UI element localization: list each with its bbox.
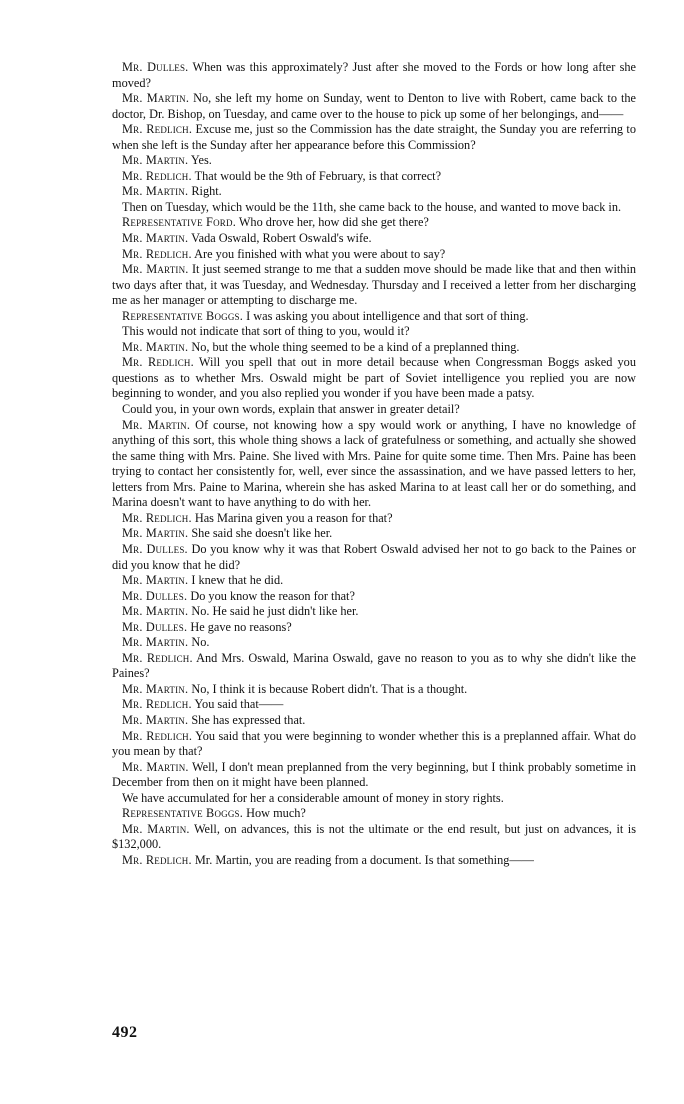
paragraph-text: Excuse me, just so the Commission has the date straight, the Sunday you are referring to when she left is the Sunday after her appearance before this Commission? <box>112 122 636 152</box>
transcript-paragraph <box>112 215 636 231</box>
transcript-paragraph <box>112 262 636 309</box>
speaker-name: Mr. Redlich. <box>122 852 192 867</box>
speaker-name: Mr. Martin. <box>122 821 190 836</box>
paragraph-text: Then on Tuesday, which would be the 11th, she came back to the house, and wanted to move back in. <box>122 199 622 214</box>
transcript-paragraph <box>112 635 636 651</box>
speaker-name: Mr. Dulles. <box>122 541 188 556</box>
transcript-paragraph <box>112 324 636 340</box>
paragraph-text: No, she left my home on Sunday, went to Denton to live with Robert, came back to the doctor, Dr. Bishop, on Tuesday, and came over to the house to pick up some of her belongings, and—— <box>112 91 636 121</box>
paragraph-text: Vada Oswald, Robert Oswald's wife. <box>191 231 372 246</box>
speaker-name: Mr. Martin. <box>122 153 189 168</box>
transcript-paragraph <box>112 806 636 822</box>
paragraph-text: She said she doesn't like her. <box>191 526 333 541</box>
speaker-name: Mr. Martin. <box>122 759 189 774</box>
transcript-paragraph <box>112 418 636 511</box>
speaker-name: Mr. Redlich. <box>122 650 193 665</box>
speaker-name: Mr. Redlich. <box>122 510 192 525</box>
paragraph-text: Do you know the reason for that? <box>190 588 355 603</box>
paragraph-text: Has Marina given you a reason for that? <box>194 510 393 525</box>
transcript-paragraph <box>112 91 636 122</box>
speaker-name: Mr. Martin. <box>122 231 189 246</box>
speaker-name: Mr. Dulles. <box>122 588 188 603</box>
transcript-paragraph <box>112 697 636 713</box>
transcript-paragraph <box>112 822 636 853</box>
transcript-paragraph <box>112 620 636 636</box>
transcript-paragraph <box>112 682 636 698</box>
transcript-paragraph <box>112 542 636 573</box>
page-number: 492 <box>112 1024 138 1041</box>
transcript-paragraph <box>112 573 636 589</box>
transcript-paragraph <box>112 247 636 263</box>
speaker-name: Representative Boggs. <box>122 308 244 323</box>
speaker-name: Mr. Redlich. <box>122 168 192 183</box>
transcript-paragraph <box>112 791 636 807</box>
transcript-paragraph <box>112 589 636 605</box>
transcript-paragraph <box>112 355 636 402</box>
transcript-paragraph <box>112 122 636 153</box>
transcript-paragraph <box>112 402 636 418</box>
speaker-name: Mr. Redlich. <box>122 246 192 261</box>
speaker-name: Representative Boggs. <box>122 806 244 821</box>
transcript-paragraph <box>112 153 636 169</box>
paragraph-text: You said that you were beginning to wonder whether this is a preplanned affair. What do you mean by that? <box>112 728 636 759</box>
paragraph-text: Mr. Martin, you are reading from a document. Is that something—— <box>194 852 534 867</box>
speaker-name: Representative Ford. <box>122 215 236 230</box>
paragraph-text: That would be the 9th of February, is that correct? <box>194 168 442 183</box>
paragraph-text: Do you know why it was that Robert Oswald advised her not to go back to the Paines or did you know that he did? <box>112 541 636 572</box>
transcript-paragraph <box>112 200 636 216</box>
paragraph-text: When was this approximately? Just after she moved to the Fords or how long after she moved? <box>112 60 636 90</box>
paragraph-text: Yes. <box>190 153 212 168</box>
speaker-name: Mr. Martin. <box>122 712 189 727</box>
transcript-body <box>112 60 636 868</box>
transcript-paragraph <box>112 853 636 869</box>
transcript-paragraph <box>112 169 636 185</box>
paragraph-text: Are you finished with what you were about to say? <box>194 246 446 261</box>
paragraph-text: Well, on advances, this is not the ultimate or the end result, but just on advances, it is $132,000. <box>112 821 637 852</box>
paragraph-text: I knew that he did. <box>191 573 284 588</box>
paragraph-text: Could you, in your own words, explain that answer in greater detail? <box>122 402 460 417</box>
paragraph-text: No, I think it is because Robert didn't. That is a thought. <box>191 681 468 696</box>
transcript-paragraph <box>112 651 636 682</box>
speaker-name: Mr. Martin. <box>122 681 189 696</box>
transcript-paragraph <box>112 604 636 620</box>
transcript-paragraph <box>112 526 636 542</box>
speaker-name: Mr. Martin. <box>122 635 189 650</box>
paragraph-text: Right. <box>191 184 222 199</box>
paragraph-text: Well, I don't mean preplanned from the very beginning, but I think probably sometime in December from then on it might have been planned. <box>112 759 636 790</box>
speaker-name: Mr. Redlich. <box>122 728 193 743</box>
paragraph-text: Who drove her, how did she get there? <box>238 215 429 230</box>
speaker-name: Mr. Martin. <box>122 91 190 106</box>
paragraph-text: She has expressed that. <box>191 712 306 727</box>
speaker-name: Mr. Dulles. <box>122 60 189 74</box>
paragraph-text: You said that—— <box>194 697 284 712</box>
transcript-paragraph <box>112 760 636 791</box>
paragraph-text: Will you spell that out in more detail because when Congressman Boggs asked you questions as to whether Mrs. Oswald might be part of Soviet intelligence you replied you are now beginning to wonder, and you also replied you wonder if you have been made a patsy. <box>112 355 636 401</box>
transcript-paragraph <box>112 231 636 247</box>
transcript-paragraph <box>112 511 636 527</box>
paragraph-text: No. <box>191 635 210 650</box>
speaker-name: Mr. Martin. <box>122 417 191 432</box>
paragraph-text: He gave no reasons? <box>190 619 292 634</box>
paragraph-text: This would not indicate that sort of thing to you, would it? <box>122 324 410 339</box>
paragraph-text: Of course, not knowing how a spy would work or anything, I have no knowledge of anything of this sort, this whole thing shows a lack of gratefulness or something, and actually she showed the same thing with Mrs. Paine. She lived with Mrs. Paine for quite some time. Then Mrs. Paine has been trying to contact her consistently for, well, ever since the assassination, and we have passed letters to her, letters from Mrs. Paine to Marina, wherein she has asked Marina to at least call her or do something, and Marina doesn't want to have anything to do with her. <box>112 417 637 510</box>
speaker-name: Mr. Martin. <box>122 184 189 199</box>
speaker-name: Mr. Martin. <box>122 604 189 619</box>
transcript-paragraph <box>112 184 636 200</box>
paragraph-text: No. He said he just didn't like her. <box>191 604 359 619</box>
speaker-name: Mr. Redlich. <box>122 697 192 712</box>
paragraph-text: It just seemed strange to me that a sudden move should be made like that and then within two days after that, it was Tuesday, and Wednesday. Thursday and I received a letter from her discharging me as her manager or attempting to discharge me. <box>112 262 637 308</box>
speaker-name: Mr. Martin. <box>122 573 189 588</box>
speaker-name: Mr. Redlich. <box>122 122 193 137</box>
speaker-name: Mr. Martin. <box>122 526 189 541</box>
paragraph-text: And Mrs. Oswald, Marina Oswald, gave no reason to you as to why she didn't like the Paines? <box>112 650 636 681</box>
transcript-paragraph <box>112 340 636 356</box>
paragraph-text: How much? <box>246 806 306 821</box>
speaker-name: Mr. Martin. <box>122 339 189 354</box>
transcript-paragraph <box>112 309 636 325</box>
speaker-name: Mr. Dulles. <box>122 619 188 634</box>
transcript-paragraph <box>112 729 636 760</box>
paragraph-text: We have accumulated for her a considerable amount of money in story rights. <box>122 790 504 805</box>
speaker-name: Mr. Redlich. <box>122 355 194 370</box>
speaker-name: Mr. Martin. <box>122 262 189 277</box>
paragraph-text: No, but the whole thing seemed to be a kind of a preplanned thing. <box>191 339 520 354</box>
transcript-paragraph <box>112 713 636 729</box>
paragraph-text: I was asking you about intelligence and that sort of thing. <box>246 308 529 323</box>
transcript-paragraph <box>112 60 636 91</box>
